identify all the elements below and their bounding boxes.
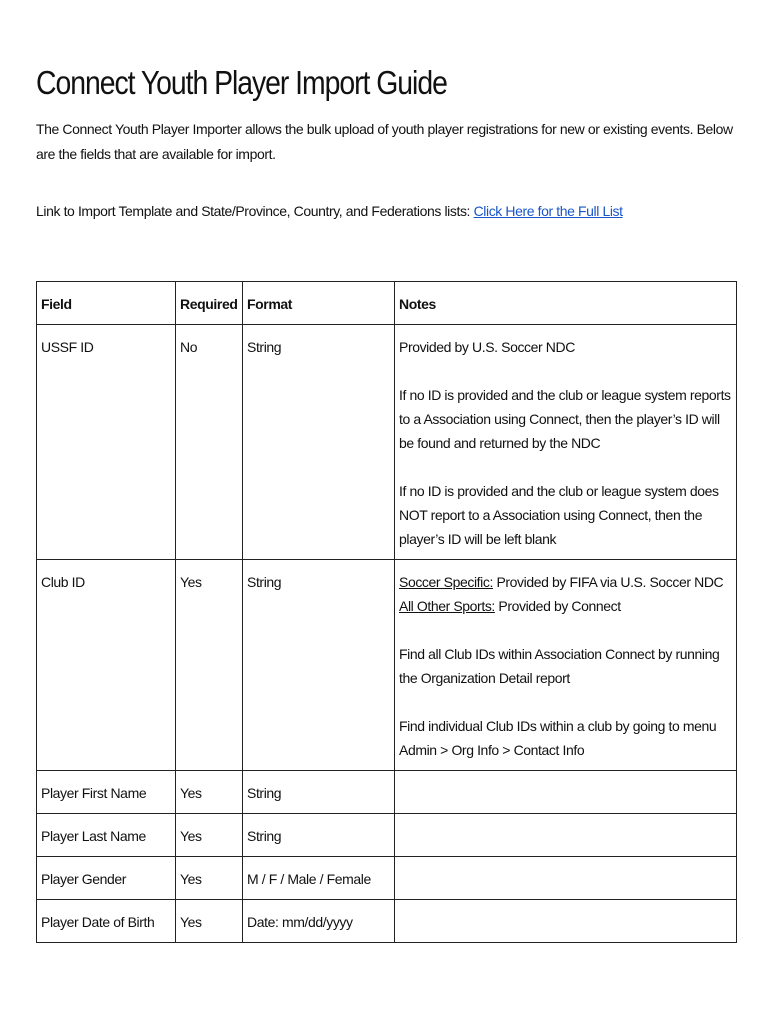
cell-required: Yes [176,771,243,814]
soccer-specific-label: Soccer Specific: [399,574,493,590]
cell-format: M / F / Male / Female [243,857,395,900]
table-row [37,857,737,900]
cell-notes [395,857,737,900]
cell-format: String [243,771,395,814]
table-row [37,814,737,857]
page-title: Connect Youth Player Import Guide [36,64,447,101]
cell-required: Yes [176,900,243,943]
cell-notes [395,814,737,857]
cell-format: String [243,325,395,560]
cell-notes [395,771,737,814]
cell-field: Club ID [37,560,176,771]
import-fields-table [36,281,737,943]
cell-format: String [243,814,395,857]
cell-required: Yes [176,560,243,771]
table-row [37,900,737,943]
note-text: Provided by U.S. Soccer NDC [399,339,575,355]
note-text: Find all Club IDs within Association Connect by running the Organization Detail report [399,646,720,686]
cell-required: Yes [176,857,243,900]
header-field: Field [37,282,176,325]
note-text [399,570,732,618]
cell-field: Player Date of Birth [37,900,176,943]
cell-field: USSF ID [37,325,176,560]
header-notes: Notes [395,282,737,325]
header-required: Required [176,282,243,325]
cell-notes [395,900,737,943]
other-sports-label: All Other Sports: [399,598,495,614]
note-text: Find individual Club IDs within a club by going to menu Admin > Org Info > Contact Info [399,718,717,758]
note-text: If no ID is provided and the club or league system does NOT report to a Association using Connect, then the player’s ID will be left blank [399,483,719,547]
import-template-link-line [36,199,623,224]
link-line-prefix: Link to Import Template and State/Province, Country, and Federations lists: [36,203,471,219]
cell-format: String [243,560,395,771]
header-format: Format [243,282,395,325]
cell-notes [395,560,737,771]
full-list-link[interactable]: Click Here for the Full List [473,203,623,219]
cell-format: Date: mm/dd/yyyy [243,900,395,943]
intro-paragraph: The Connect Youth Player Importer allows the bulk upload of youth player registrations for new or existing events. Below are the fields that are available for import. [36,121,733,162]
cell-field: Player Gender [37,857,176,900]
cell-field: Player First Name [37,771,176,814]
table-row [37,560,737,771]
cell-field: Player Last Name [37,814,176,857]
table-row [37,771,737,814]
table-row [37,325,737,560]
note-text: If no ID is provided and the club or league system reports to a Association using Connect, then the player’s ID will be found and returned by the NDC [399,387,731,451]
soccer-specific-text: Provided by FIFA via U.S. Soccer NDC [492,574,724,590]
cell-required: Yes [176,814,243,857]
cell-required: No [176,325,243,560]
cell-notes [395,325,737,560]
other-sports-text: Provided by Connect [494,598,621,614]
table-header-row [37,282,737,325]
